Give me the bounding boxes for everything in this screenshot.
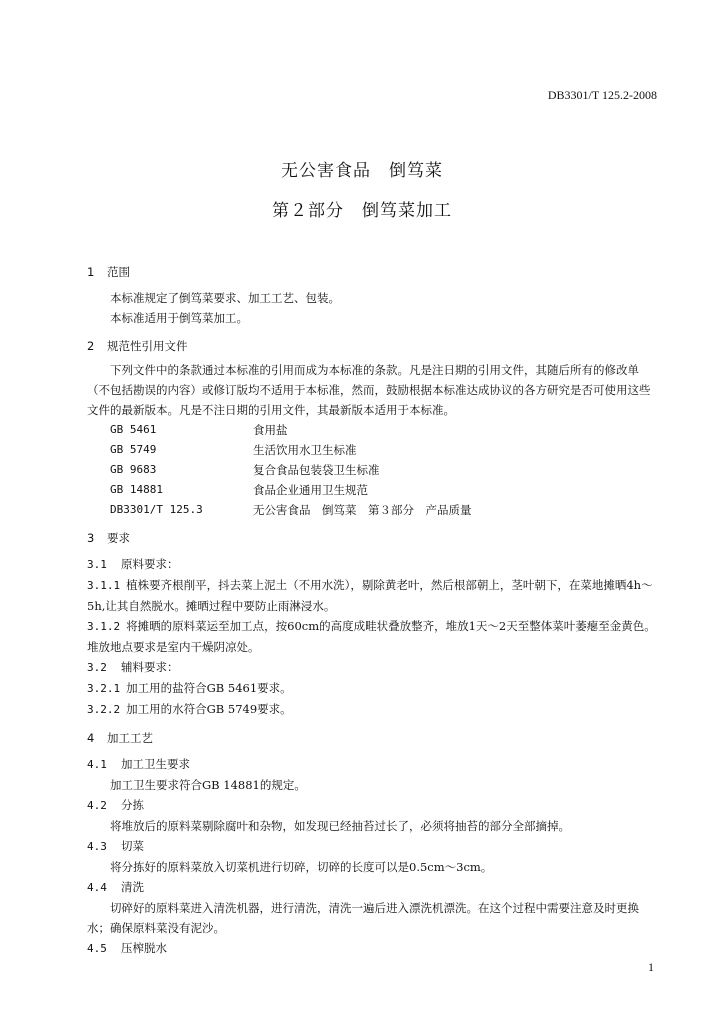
reference-code: DB3301/T 125.3 [110, 503, 203, 516]
section-number: 1 [87, 265, 95, 279]
paragraph: 本标准规定了倒笃菜要求、加工工艺、包装。 [110, 291, 340, 305]
reference-list [87, 420, 657, 520]
clause-3-1 [87, 554, 657, 575]
clause-number: 3.2.2 [87, 703, 121, 716]
section-title: 范围 [107, 265, 130, 279]
document-title: 无公害食品 倒笃菜 [281, 161, 443, 181]
clause-number: 3.2.1 [87, 682, 121, 695]
document-code: DB3301/T 125.2-2008 [547, 88, 657, 102]
clause-number: 4.1 [87, 758, 107, 771]
reference-item [87, 420, 657, 440]
clause-text: 压榨脱水 [121, 941, 167, 955]
clause-text: 清洗 [121, 880, 144, 894]
section-number: 3 [87, 531, 95, 545]
reference-name: 食品企业通用卫生规范 [253, 483, 368, 497]
clause-text: 植株要齐根削平，抖去菜上泥土（不用水洗），剔除黄老叶，然后根部朝上，茎叶朝下，在菜地摊晒4h～5h,让其自然脱水。摊晒过程中要防止雨淋浸水。 [87, 578, 653, 613]
reference-name: 无公害食品 倒笃菜 第３部分 产品质量 [253, 503, 472, 517]
document-body [87, 258, 657, 959]
clause-text: 将摊晒的原料菜运至加工点，按60cm的高度成畦状叠放整齐，堆放1天～2天至整体菜叶萎瘪至金黄色。堆放地点要求是室内干燥阴凉处。 [87, 619, 656, 654]
clause-text: 加工用的水符合GB 5749要求。 [126, 702, 292, 716]
reference-code: GB 5461 [110, 423, 157, 436]
clause-4-4 [87, 877, 657, 898]
clause-text: 切菜 [121, 839, 144, 853]
clause-number: 4.5 [87, 942, 107, 955]
reference-name: 生活饮用水卫生标准 [253, 443, 357, 457]
section-title: 加工工艺 [107, 731, 153, 745]
reference-item [87, 500, 657, 520]
clause-text: 加工用的盐符合GB 5461要求。 [126, 681, 292, 695]
clause-3-1-1 [87, 575, 657, 616]
section-number: 2 [87, 339, 95, 353]
reference-item [87, 460, 657, 480]
clause-number: 3.1.2 [87, 620, 121, 633]
paragraph: 下列文件中的条款通过本标准的引用而成为本标准的条款。凡是注日期的引用文件，其随后所有的修改单（不包括勘误的内容）或修订版均不适用于本标准，然而，鼓励根据本标准达成协议的各方研究是否可使用这些文件的最新版本。凡是不注日期的引用文件，其最新版本适用于本标准。 [87, 363, 651, 417]
clause-3-2-1 [87, 678, 657, 699]
clause-text: 辅料要求： [121, 660, 179, 674]
paragraph: 将分拣好的原料菜放入切菜机进行切碎，切碎的长度可以是0.5cm～3cm。 [110, 860, 493, 874]
clause-number: 3.1 [87, 558, 107, 571]
section-number: 4 [87, 731, 95, 745]
paragraph: 将堆放后的原料菜剔除腐叶和杂物，如发现已经抽苔过长了，必须将抽苔的部分全部摘掉。 [110, 819, 570, 833]
clause-number: 3.2 [87, 661, 107, 674]
page-number: 1 [648, 960, 654, 974]
section-4-heading [87, 728, 657, 748]
reference-code: GB 5749 [110, 443, 157, 456]
section-2-heading [87, 336, 657, 356]
reference-item [87, 440, 657, 460]
clause-3-2-2 [87, 699, 657, 720]
paragraph: 切碎好的原料菜进入清洗机器，进行清洗，清洗一遍后进入漂洗机漂洗。在这个过程中需要注意及时更换水；确保原料菜没有泥沙。 [87, 901, 639, 935]
clause-text: 分拣 [121, 798, 144, 812]
section-1-heading [87, 262, 657, 282]
section-title: 规范性引用文件 [107, 339, 188, 353]
document-subtitle: 第２部分 倒笃菜加工 [272, 201, 452, 221]
clause-text: 加工卫生要求 [121, 757, 190, 771]
clause-text: 原料要求： [121, 557, 179, 571]
clause-4-2 [87, 795, 657, 816]
section-3-heading [87, 528, 657, 548]
reference-name: 食用盐 [253, 423, 288, 437]
reference-name: 复合食品包装袋卫生标准 [253, 463, 380, 477]
clause-4-5 [87, 938, 657, 959]
clause-number: 4.3 [87, 840, 107, 853]
reference-item [87, 480, 657, 500]
paragraph: 本标准适用于倒笃菜加工。 [110, 311, 248, 325]
clause-3-2 [87, 657, 657, 678]
clause-number: 3.1.1 [87, 579, 121, 592]
clause-number: 4.4 [87, 881, 107, 894]
clause-3-1-2 [87, 616, 657, 657]
paragraph: 加工卫生要求符合GB 14881的规定。 [110, 778, 306, 792]
section-title: 要求 [107, 531, 130, 545]
reference-code: GB 9683 [110, 463, 157, 476]
reference-code: GB 14881 [110, 483, 163, 496]
clause-4-3 [87, 836, 657, 857]
clause-number: 4.2 [87, 799, 107, 812]
clause-4-1 [87, 754, 657, 775]
